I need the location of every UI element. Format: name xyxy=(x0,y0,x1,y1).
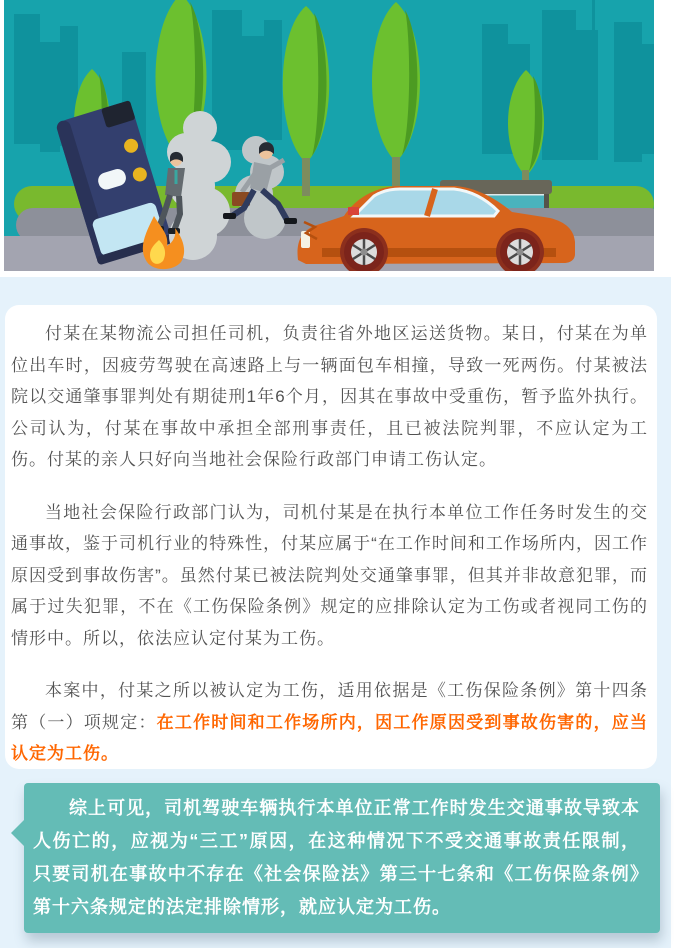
paragraph-case-facts: 付某在某物流公司担任司机，负责往省外地区运送货物。某日，付某在为单位出车时，因疲劳驾驶在高速路上与一辆面包车相撞，导致一死两伤。付某被法院以交通肇事罪判处有期徒刑1年6个月，因其在事故中受重伤，暂予监外执行。公司认为，付某在事故中承担全部刑事责任，且已被法院判罪，不应认定为工伤。付某的亲人只好向当地社会保险行政部门申请工伤认定。 xyxy=(11,324,648,469)
conclusion-callout xyxy=(24,783,660,933)
content-panel xyxy=(0,277,671,948)
accident-illustration xyxy=(4,0,654,271)
article-card xyxy=(5,305,657,769)
paragraph-authority-opinion: 当地社会保险行政部门认为，司机付某是在执行本单位工作任务时发生的交通事故，鉴于司机行业的特殊性，付某应属于“在工作时间和工作场所内，因工作原因受到事故伤害”。虽然付某已被法院判处交通肇事罪，但其并非故意犯罪，而属于过失犯罪，不在《工伤保险条例》规定的应排除认定为工伤或者视同工伤的情形中。所以，依法应认定付某为工伤。 xyxy=(11,502,648,648)
conclusion-text: 综上可见，司机驾驶车辆执行本单位正常工作时发生交通事故导致本人伤亡的，应视为“三工”原因，在这种情况下不受交通事故责任限制，只要司机在事故中不存在《社会保险法》第三十七条和《工伤保险条例》第十六条规定的法定排除情形，就应认定为工伤。 xyxy=(33,798,640,917)
legal-basis-highlight: 在工作时间和工作场所内，因工作原因受到事故伤害的，应当认定为工伤。 xyxy=(11,712,649,763)
legal-basis-lead: 本案中，付某之所以被认定为工伤，适用依据是《工伤保险条例》第十四条第（一）项规定： xyxy=(11,681,648,732)
paragraph-legal-basis xyxy=(11,675,648,769)
